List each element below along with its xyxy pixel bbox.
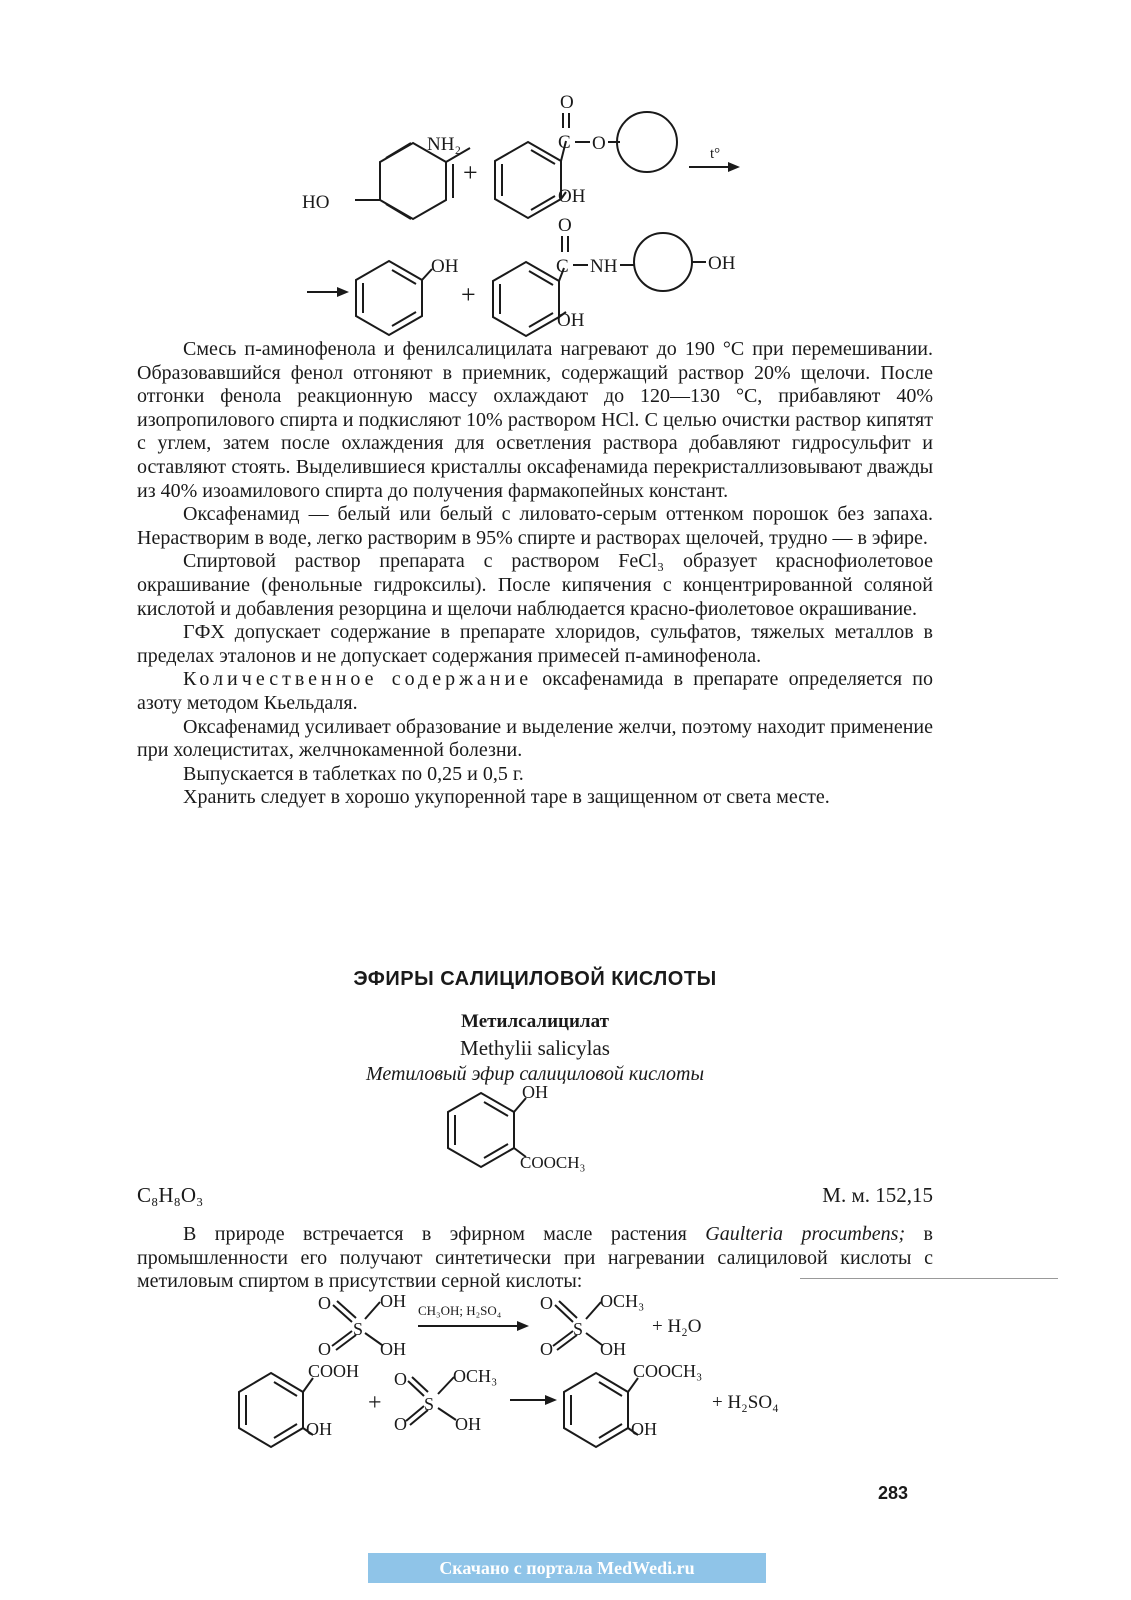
phenyl-ring xyxy=(617,124,677,178)
species-name: Gaulteria procumbens; xyxy=(705,1223,906,1245)
eq2-sulfuric-acid: + H₂SO₄ xyxy=(712,1392,779,1413)
eq2-plus: + xyxy=(368,1390,382,1416)
eq1-o2: O xyxy=(318,1339,331,1359)
natural-source-text xyxy=(137,1223,933,1294)
eq1-oh2: OH xyxy=(380,1339,406,1359)
scan-line xyxy=(800,1278,1058,1279)
drug-synonym: Метиловый эфир салициловой кислоты xyxy=(365,1063,705,1085)
eq1-p-oh: OH xyxy=(600,1339,626,1359)
paragraph-storage: Хранить следует в хорошо укупоренной таре в защищенном от света месте. xyxy=(183,786,830,809)
structure-cooch3: COOCH₃ xyxy=(520,1153,586,1172)
plus-sign-2: + xyxy=(461,280,476,309)
eq1-oh1: OH xyxy=(380,1291,406,1311)
para-oh: OH xyxy=(708,253,736,274)
paragraph-assay xyxy=(137,668,933,715)
eq1-p-och3: OCH₃ xyxy=(600,1291,645,1311)
plus-sign: + xyxy=(463,158,478,187)
eq2-s: S xyxy=(424,1394,435,1414)
structure-oh: OH xyxy=(522,1082,548,1102)
eq2-o2: O xyxy=(394,1414,407,1434)
eq2-cooh: COOH xyxy=(308,1361,360,1381)
salicylate-ring xyxy=(495,142,561,218)
eq1-p-o1: O xyxy=(540,1293,553,1313)
section-heading: ЭФИРЫ САЛИЦИЛОВОЙ КИСЛОТЫ xyxy=(353,968,717,990)
reaction-scheme-top xyxy=(0,0,1131,340)
paragraph-identification: Спиртовой раствор препарата с раствором FeCl₃ образует краснофиолетовое окрашивание (фенольные гидроксилы). После кипячения с концентрированной соляной кислотой и добавления резорцина и щелочи наблюдается красно-фиолетовое окрашивание. xyxy=(137,550,933,620)
paragraph-dosage: Выпускается в таблетках по 0,25 и 0,5 г. xyxy=(183,762,524,785)
eq2-och3: OCH₃ xyxy=(453,1366,498,1386)
eq1-p-o2: O xyxy=(540,1339,553,1359)
molecular-formula: C₈H₈O₃ xyxy=(137,1183,204,1207)
drug-name-russian: Метилсалицилат xyxy=(461,1011,609,1032)
carbonyl-o: O xyxy=(560,92,574,113)
paragraph-use: Оксафенамид усиливает образование и выделение желчи, поэтому находит применение при холециститах, желчнокаменной болезни. xyxy=(137,715,933,762)
ho-label: HO xyxy=(302,192,330,213)
eq2-o1: O xyxy=(394,1369,407,1389)
molecular-mass: М. м. 152,15 xyxy=(822,1183,933,1207)
paragraph-purity: ГФХ допускает содержание в препарате хлоридов, сульфатов, тяжелых металлов в пределах эталонов и не допускает содержания примесей п-аминофенола. xyxy=(137,621,933,667)
eq2-p-oh: OH xyxy=(631,1419,657,1439)
eq1-o1: O xyxy=(318,1293,331,1313)
methyl-salicylate-structure xyxy=(0,1082,1131,1172)
assay-text: оксафенамида в препарате определяется по азоту методом Кьельдаля. xyxy=(137,668,933,714)
eq2-oh2: OH xyxy=(455,1414,481,1434)
oxafenamide-ring xyxy=(493,262,559,336)
carbon-c: C xyxy=(558,132,571,153)
eq2-p-cooch3: COOCH₃ xyxy=(633,1361,703,1381)
amide-nh: NH xyxy=(590,256,618,277)
eq1-reagent: CH₃OH; H₂SO₄ xyxy=(418,1303,502,1318)
eq1-water: + H₂O xyxy=(652,1316,702,1337)
page-number: 283 xyxy=(878,1483,909,1503)
reaction-scheme-bottom xyxy=(0,1285,1131,1465)
amide-c: C xyxy=(556,256,569,277)
drug-name-latin: Methylii salicylas xyxy=(460,1036,610,1060)
eq2-oh: OH xyxy=(306,1419,332,1439)
nh2-label: NH₂ xyxy=(427,134,462,155)
download-banner: Скачано с портала MedWedi.ru xyxy=(368,1553,766,1583)
amide-o: O xyxy=(558,215,572,236)
phenol-oh: OH xyxy=(431,256,459,277)
main-text xyxy=(137,338,933,810)
ester-o: O xyxy=(592,133,606,154)
phenol-ring xyxy=(356,261,422,335)
temperature-condition: t° xyxy=(710,146,721,162)
eq1-s: S xyxy=(353,1319,364,1339)
oxafenamide-oh: OH xyxy=(557,310,585,331)
paragraph-synthesis: Смесь п-аминофенола и фенилсалицилата нагревают до 190 °С при перемешивании. Образовавшийся фенол отгоняют в приемник, содержащий раствор 20% щелочи. После отгонки фенола реакционную массу охлаждают до 120—130 °С, прибавляют 40% изопропилового спирта и подкисляют 10% раствором HCl. С целью очистки раствор кипятят с углем, затем после охлаждения для осветления раствора добавляют гидросульфит и оставляют стоять. Выделившиеся кристаллы оксафенамида перекристаллизовывают дважды из 40% изоамилового спирта до получения фармакопейных констант. xyxy=(137,338,933,502)
paragraph-natural-source: В природе встречается в эфирном масле растения Gaulteria procumbens; в промышленности его получают синтетически при нагревании салициловой кислоты с метиловым спиртом в присутствии серной кислоты: xyxy=(137,1223,933,1293)
salicylate-oh: OH xyxy=(558,186,586,207)
eq1-p-s: S xyxy=(573,1319,584,1339)
assay-term: Количественное содержание xyxy=(183,668,533,691)
paragraph-description: Оксафенамид — белый или белый с лиловато-серым оттенком порошок без запаха. Нерастворим в воде, легко растворим в 95% спирте и растворах щелочей, трудно — в эфире. xyxy=(137,503,933,549)
